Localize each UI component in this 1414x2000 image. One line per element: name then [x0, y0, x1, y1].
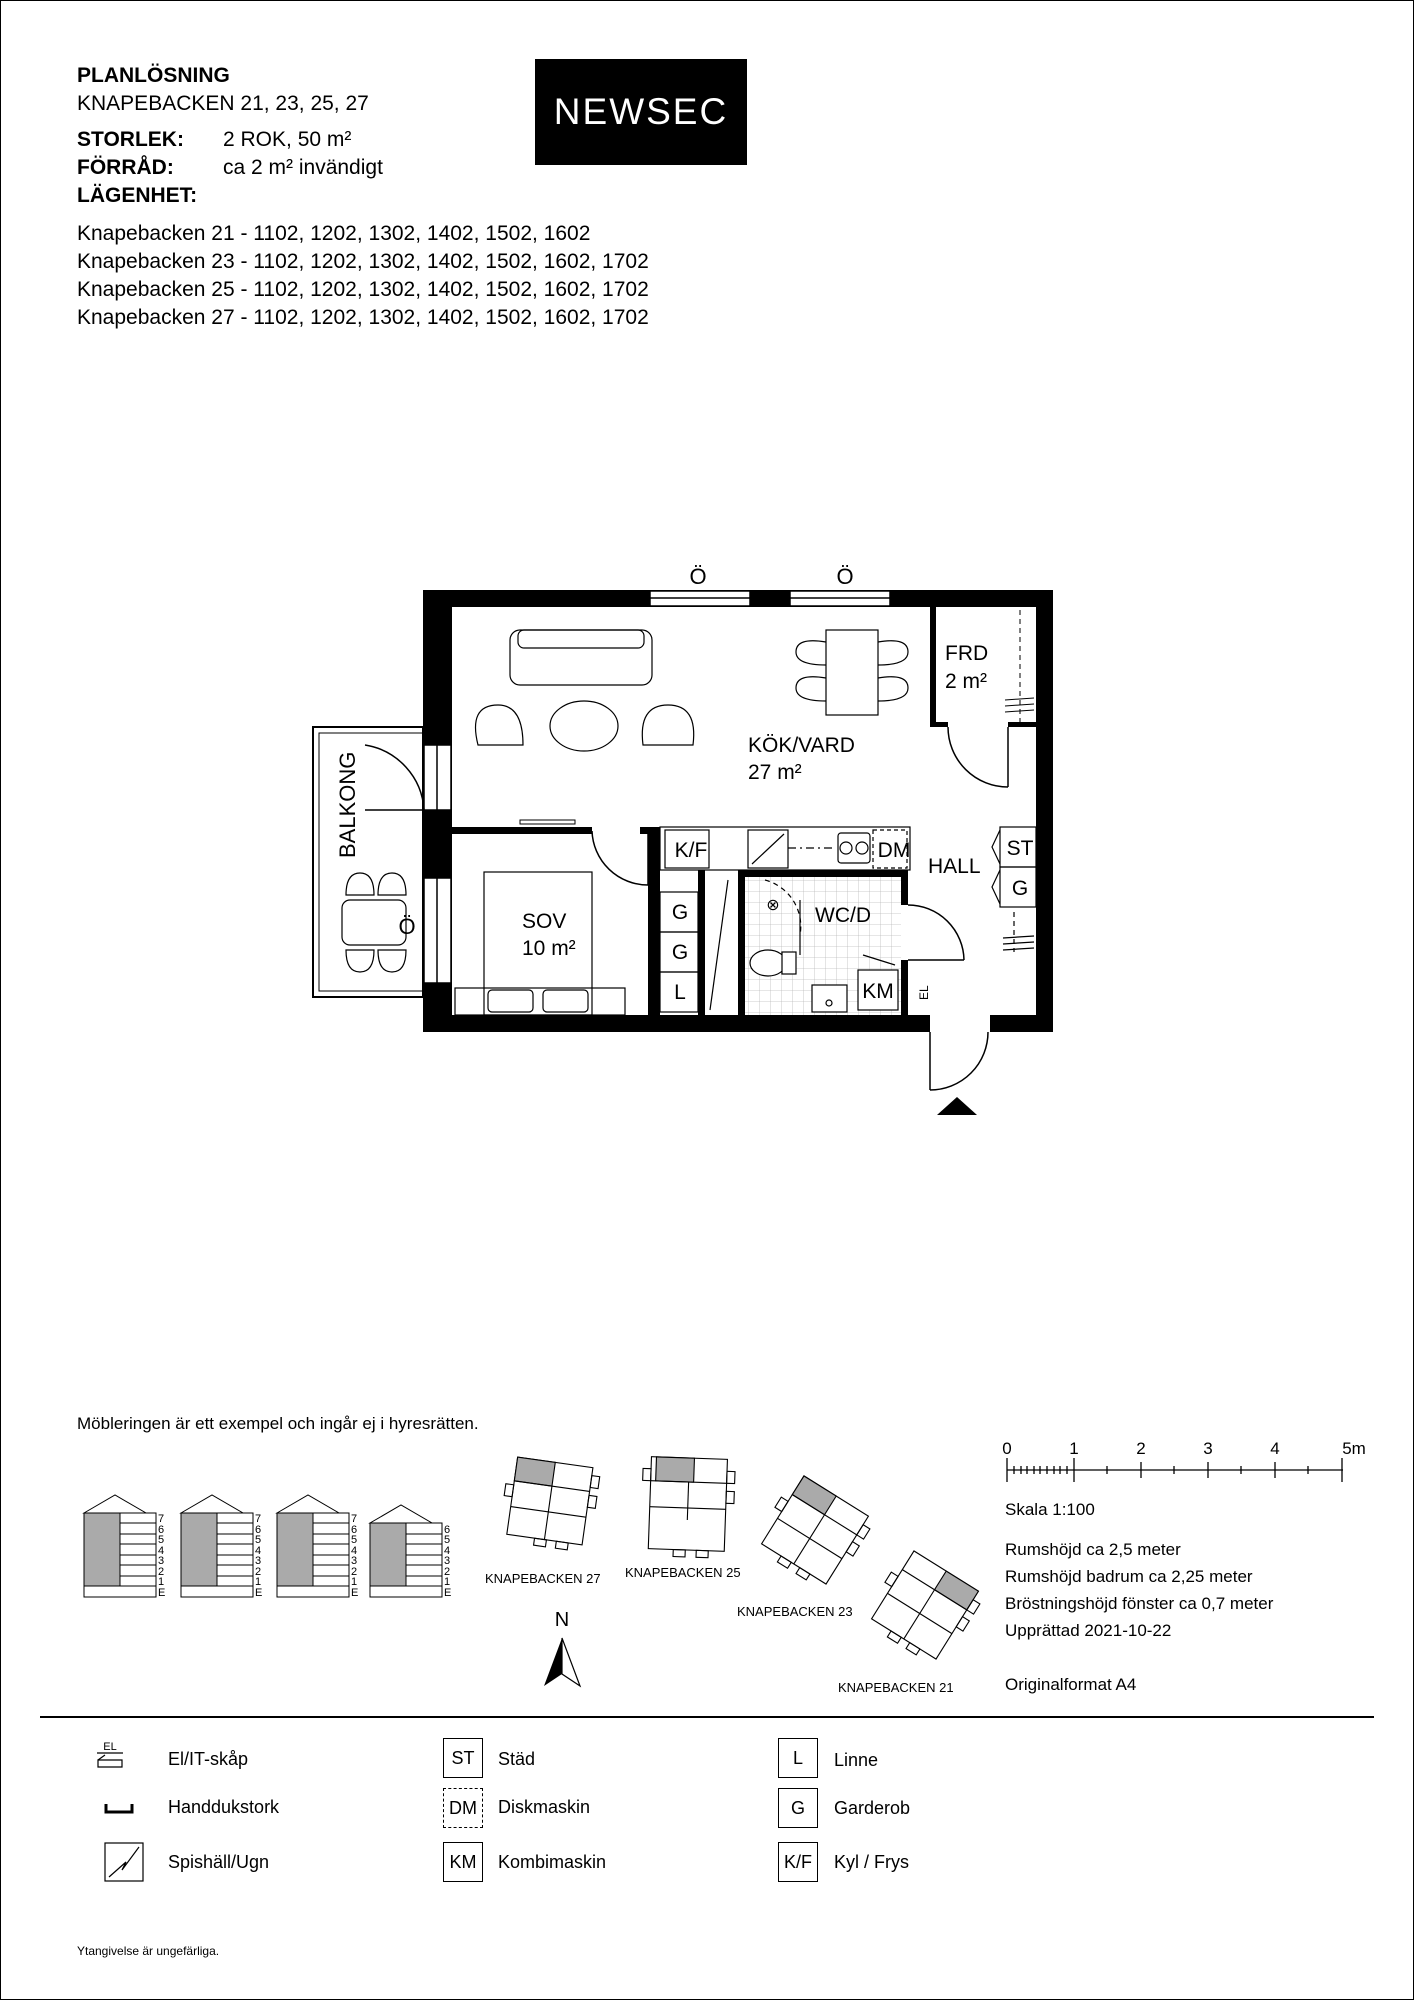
stack-4-floor-6: 1: [444, 1576, 451, 1588]
room-bedroom-name: SOV: [522, 910, 567, 933]
code-l: L: [674, 981, 686, 1004]
scale-tick-5: 5m: [1342, 1439, 1366, 1458]
stack-3-floor-2: 6: [351, 1524, 358, 1536]
stack-3-floor-6: 2: [351, 1566, 358, 1578]
radiator: [520, 820, 575, 824]
north-label: N: [554, 1609, 570, 1631]
storage-value: ca 2 m² invändigt: [223, 156, 383, 179]
legend-label-dm: Diskmaskin: [498, 1797, 591, 1817]
stack-3-floor-3: 5: [351, 1534, 358, 1546]
building-label-21: KNAPEBACKEN 21: [838, 1680, 954, 1695]
footer-note: Ytangivelse är ungefärliga.: [77, 1944, 220, 1958]
stack-3-floor-1: 7: [351, 1513, 358, 1525]
stack-4-floor-5: 2: [444, 1566, 451, 1578]
room-bathroom-name: WC/D: [815, 904, 871, 927]
room-storage-name: FRD: [945, 642, 989, 665]
room-storage-area: 2 m²: [945, 670, 987, 693]
stack-4-floor-4: 3: [444, 1555, 451, 1567]
living-furniture: [476, 630, 909, 751]
balcony-window-mark: Ö: [398, 914, 416, 939]
legend-label-g: Garderob: [834, 1798, 911, 1818]
legend-code-g: G: [778, 1788, 818, 1828]
stack-2-floor-7: 1: [255, 1576, 262, 1588]
address: KNAPEBACKEN 21, 23, 25, 27: [77, 92, 369, 115]
scale-bar: [995, 1436, 1390, 1486]
legend-label-stove: Spishäll/Ugn: [168, 1852, 270, 1872]
apartment-line-1: Knapebacken 21 - 1102, 1202, 1302, 1402, 1502, 1602: [77, 222, 591, 245]
scale-tick-2: 2: [1136, 1439, 1146, 1458]
site-key-map: [470, 1440, 990, 1700]
building-label-23: KNAPEBACKEN 23: [737, 1604, 853, 1619]
stack-1-floor-6: 2: [158, 1566, 165, 1578]
building-23: [751, 1472, 875, 1595]
bedroom-door: [592, 831, 648, 885]
stack-3-floor-5: 3: [351, 1555, 358, 1567]
floor-stack-4: [370, 1505, 451, 1599]
stack-1-floor-8: E: [158, 1587, 166, 1599]
legend-code-st: ST: [443, 1738, 483, 1778]
floor-drain-icon: ⊗: [766, 897, 780, 914]
building-21: [861, 1547, 985, 1670]
stack-2-floor-2: 6: [255, 1524, 262, 1536]
code-kf: K/F: [674, 839, 708, 862]
entrance-door: [930, 1032, 988, 1090]
apartment-line-4: Knapebacken 27 - 1102, 1202, 1302, 1402, 1502, 1602, 1702: [77, 306, 649, 329]
info-ceiling: Rumshöjd ca 2,5 meter: [1005, 1540, 1181, 1559]
floor-stack-2: [181, 1495, 262, 1599]
code-st: ST: [1006, 837, 1034, 860]
plan-title: PLANLÖSNING: [77, 64, 230, 87]
room-bedroom-area: 10 m²: [522, 937, 576, 960]
stack-2-floor-6: 2: [255, 1566, 262, 1578]
room-hall-name: HALL: [928, 855, 981, 878]
apartment-line-2: Knapebacken 23 - 1102, 1202, 1302, 1402, 1502, 1602, 1702: [77, 250, 649, 273]
legend-label-l: Linne: [834, 1750, 879, 1770]
legend-label-el: El/IT-skåp: [168, 1749, 249, 1769]
scale-tick-4: 4: [1270, 1439, 1280, 1458]
legend-label-km: Kombimaskin: [498, 1852, 607, 1872]
legend-divider: [40, 1716, 1374, 1718]
info-sill: Bröstningshöjd fönster ca 0,7 meter: [1005, 1594, 1274, 1613]
apartment-label: LÄGENHET:: [77, 184, 198, 207]
north-arrow: [544, 1638, 580, 1686]
scale-tick-0: 0: [1002, 1439, 1012, 1458]
balcony-label: BALKONG: [335, 751, 360, 858]
info-scale: Skala 1:100: [1005, 1500, 1095, 1519]
furnishing-note: Möbleringen är ett exempel och ingår ej i hyresrätten.: [77, 1414, 479, 1433]
stack-1-floor-5: 3: [158, 1555, 165, 1567]
code-g-1: G: [671, 901, 689, 924]
floor-plan: [300, 555, 1060, 1125]
legend-code-kf: K/F: [778, 1842, 818, 1882]
stack-3-floor-7: 1: [351, 1576, 358, 1588]
stack-4-floor-1: 6: [444, 1524, 451, 1536]
legend-code-l: L: [778, 1738, 818, 1778]
legend-code-dm: DM: [443, 1788, 483, 1828]
info-ceiling-bath: Rumshöjd badrum ca 2,25 meter: [1005, 1567, 1253, 1586]
stove-oven-icon: [104, 1842, 144, 1882]
stack-3-floor-4: 4: [351, 1545, 358, 1557]
balcony-door: [365, 745, 424, 810]
storage-shelving: [1005, 610, 1034, 722]
code-g-hall: G: [1011, 877, 1029, 900]
floor-stacks: [75, 1485, 475, 1610]
towel-rail-icon: [104, 1802, 134, 1816]
storage-door: [948, 727, 1008, 787]
floor-stack-1: [84, 1495, 165, 1599]
storage-label: FÖRRÅD:: [77, 156, 174, 179]
room-kitchen-living-area: 27 m²: [748, 761, 802, 784]
stack-3-floor-8: E: [351, 1587, 359, 1599]
stack-4-floor-2: 5: [444, 1534, 451, 1546]
stack-1-floor-2: 6: [158, 1524, 165, 1536]
code-dm: DM: [877, 839, 911, 862]
info-created: Upprättad 2021-10-22: [1005, 1621, 1172, 1640]
stack-1-floor-4: 4: [158, 1545, 165, 1557]
stack-1-floor-1: 7: [158, 1513, 165, 1525]
window-mark-1: Ö: [689, 564, 707, 589]
stack-4-floor-3: 4: [444, 1545, 451, 1557]
building-27: [498, 1456, 601, 1553]
legend-code-el: EL: [103, 1741, 117, 1753]
scale-bar-lines: [1007, 1458, 1343, 1482]
legend-label-st: Städ: [498, 1749, 536, 1769]
stack-4-floor-7: E: [444, 1587, 452, 1599]
shaft-line: [710, 880, 728, 1010]
stack-2-floor-8: E: [255, 1587, 263, 1599]
legend-code-km: KM: [443, 1842, 483, 1882]
apartment-line-3: Knapebacken 25 - 1102, 1202, 1302, 1402, 1502, 1602, 1702: [77, 278, 649, 301]
code-el: EL: [917, 985, 931, 1000]
building-25: [640, 1456, 735, 1558]
window-mark-2: Ö: [836, 564, 854, 589]
stack-2-floor-5: 3: [255, 1555, 262, 1567]
bathroom-door: [908, 905, 964, 960]
el-cabinet-icon: [95, 1740, 125, 1770]
balcony-furniture: [342, 873, 406, 972]
legend-label-towel-rail: Handdukstork: [168, 1797, 280, 1817]
code-g-2: G: [671, 941, 689, 964]
room-kitchen-living-name: KÖK/VARD: [748, 734, 855, 757]
code-km: KM: [862, 980, 894, 1003]
legend-label-kf: Kyl / Frys: [834, 1852, 909, 1872]
stack-2-floor-1: 7: [255, 1513, 262, 1525]
building-label-27: KNAPEBACKEN 27: [485, 1571, 601, 1586]
size-label: STORLEK:: [77, 128, 184, 151]
size-value: 2 ROK, 50 m²: [223, 128, 352, 151]
floor-stack-3: [277, 1495, 358, 1599]
info-format: Originalformat A4: [1005, 1675, 1137, 1694]
scale-tick-1: 1: [1069, 1439, 1079, 1458]
stack-2-floor-4: 4: [255, 1545, 262, 1557]
newsec-logo: NEWSEC: [535, 59, 747, 165]
entrance-arrow: [937, 1097, 977, 1115]
stack-1-floor-7: 1: [158, 1576, 165, 1588]
stack-2-floor-3: 5: [255, 1534, 262, 1546]
stack-1-floor-3: 5: [158, 1534, 165, 1546]
scale-tick-3: 3: [1203, 1439, 1213, 1458]
building-label-25: KNAPEBACKEN 25: [625, 1565, 741, 1580]
